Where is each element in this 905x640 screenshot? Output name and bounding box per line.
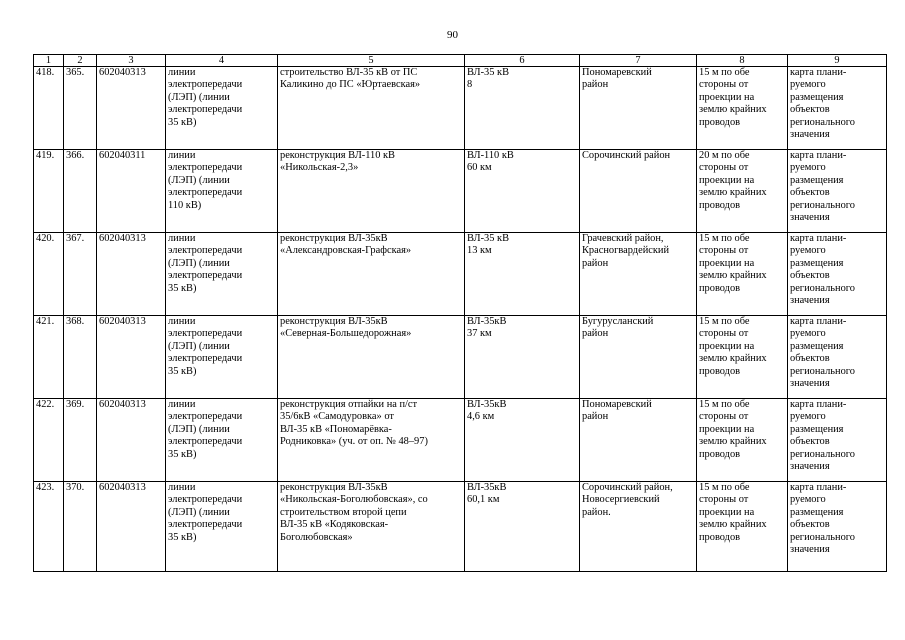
page-number: 90	[447, 29, 458, 41]
parameters-cell: ВЛ-35кВ 60,1 км	[465, 482, 580, 572]
zone-cell: 15 м по обе стороны от проекции на землю крайних проводов	[697, 233, 788, 316]
sub-number-cell: 368.	[64, 316, 97, 399]
sub-number-cell: 369.	[64, 399, 97, 482]
code-cell: 602040313	[97, 233, 166, 316]
map-reference-cell: карта плани- руемого размещения объектов регионального значения	[788, 316, 887, 399]
object-type-cell: линии электропередачи (ЛЭП) (линии электропередачи 35 кВ)	[166, 67, 278, 150]
header-cell-5: 5	[278, 55, 465, 67]
table-row	[34, 67, 887, 150]
zone-cell: 20 м по обе стороны от проекции на землю крайних проводов	[697, 150, 788, 233]
table-row	[34, 150, 887, 233]
sub-number-cell: 367.	[64, 233, 97, 316]
object-type-cell: линии электропередачи (ЛЭП) (линии электропередачи 110 кВ)	[166, 150, 278, 233]
sub-number-cell: 365.	[64, 67, 97, 150]
location-cell: Бугурусланский район	[580, 316, 697, 399]
map-reference-cell: карта плани- руемого размещения объектов регионального значения	[788, 482, 887, 572]
location-cell: Пономаревский район	[580, 67, 697, 150]
table-row	[34, 399, 887, 482]
description-cell: строительство ВЛ-35 кВ от ПС Каликино до ПС «Юртаевская»	[278, 67, 465, 150]
header-cell-4: 4	[166, 55, 278, 67]
table-row	[34, 233, 887, 316]
object-type-cell: линии электропередачи (ЛЭП) (линии электропередачи 35 кВ)	[166, 482, 278, 572]
register-table	[33, 54, 887, 572]
row-number-cell: 422.	[34, 399, 64, 482]
code-cell: 602040313	[97, 67, 166, 150]
code-cell: 602040313	[97, 482, 166, 572]
description-cell: реконструкция отпайки на п/ст 35/6кВ «Самодуровка» от ВЛ-35 кВ «Пономарёвка- Родниковка» (уч. от оп. № 48–97)	[278, 399, 465, 482]
zone-cell: 15 м по обе стороны от проекции на землю крайних проводов	[697, 316, 788, 399]
zone-cell: 15 м по обе стороны от проекции на землю крайних проводов	[697, 482, 788, 572]
header-cell-3: 3	[97, 55, 166, 67]
row-number-cell: 419.	[34, 150, 64, 233]
map-reference-cell: карта плани- руемого размещения объектов регионального значения	[788, 399, 887, 482]
parameters-cell: ВЛ-110 кВ 60 км	[465, 150, 580, 233]
table-row	[34, 482, 887, 572]
code-cell: 602040313	[97, 399, 166, 482]
description-cell: реконструкция ВЛ-35кВ «Никольская-Боголюбовская», со строительством второй цепи ВЛ-35 кВ «Кодяковская- Боголюбовская»	[278, 482, 465, 572]
header-cell-2: 2	[64, 55, 97, 67]
map-reference-cell: карта плани- руемого размещения объектов регионального значения	[788, 67, 887, 150]
row-number-cell: 421.	[34, 316, 64, 399]
parameters-cell: ВЛ-35кВ 37 км	[465, 316, 580, 399]
row-number-cell: 423.	[34, 482, 64, 572]
location-cell: Сорочинский район	[580, 150, 697, 233]
header-cell-9: 9	[788, 55, 887, 67]
parameters-cell: ВЛ-35кВ 4,6 км	[465, 399, 580, 482]
table-row	[34, 316, 887, 399]
location-cell: Грачевский район, Красногвардейский район	[580, 233, 697, 316]
code-cell: 602040313	[97, 316, 166, 399]
sub-number-cell: 366.	[64, 150, 97, 233]
header-cell-6: 6	[465, 55, 580, 67]
parameters-cell: ВЛ-35 кВ 8	[465, 67, 580, 150]
header-cell-7: 7	[580, 55, 697, 67]
object-type-cell: линии электропередачи (ЛЭП) (линии электропередачи 35 кВ)	[166, 233, 278, 316]
zone-cell: 15 м по обе стороны от проекции на землю крайних проводов	[697, 67, 788, 150]
map-reference-cell: карта плани- руемого размещения объектов регионального значения	[788, 150, 887, 233]
object-type-cell: линии электропередачи (ЛЭП) (линии электропередачи 35 кВ)	[166, 316, 278, 399]
row-number-cell: 420.	[34, 233, 64, 316]
description-cell: реконструкция ВЛ-35кВ «Северная-Большедорожная»	[278, 316, 465, 399]
code-cell: 602040311	[97, 150, 166, 233]
header-cell-8: 8	[697, 55, 788, 67]
map-reference-cell: карта плани- руемого размещения объектов регионального значения	[788, 233, 887, 316]
location-cell: Пономаревский район	[580, 399, 697, 482]
header-cell-1: 1	[34, 55, 64, 67]
location-cell: Сорочинский район, Новосергиевский район.	[580, 482, 697, 572]
header-row	[34, 55, 887, 67]
zone-cell: 15 м по обе стороны от проекции на землю крайних проводов	[697, 399, 788, 482]
sub-number-cell: 370.	[64, 482, 97, 572]
row-number-cell: 418.	[34, 67, 64, 150]
description-cell: реконструкция ВЛ-110 кВ «Никольская-2,3»	[278, 150, 465, 233]
description-cell: реконструкция ВЛ-35кВ «Александровская-Графская»	[278, 233, 465, 316]
object-type-cell: линии электропередачи (ЛЭП) (линии электропередачи 35 кВ)	[166, 399, 278, 482]
parameters-cell: ВЛ-35 кВ 13 км	[465, 233, 580, 316]
